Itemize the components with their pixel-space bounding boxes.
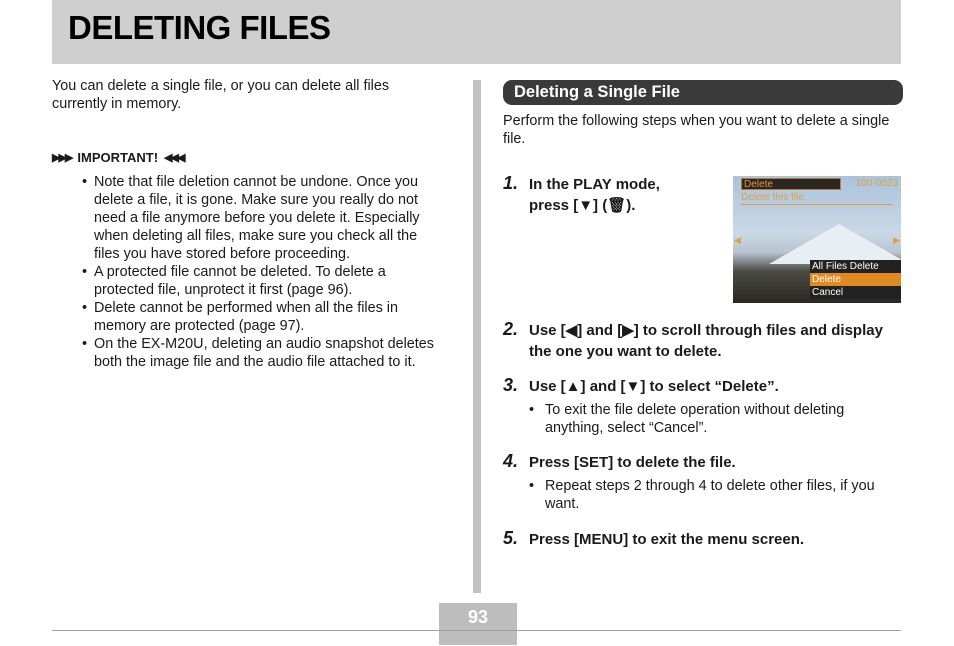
- step-text: In the PLAY mode,: [529, 176, 660, 193]
- step-text: Use [▲] and [▼] to select “Delete”.: [529, 378, 779, 395]
- menu-item-delete: Delete: [810, 273, 901, 286]
- intro-text: You can delete a single file, or you can delete all files currently in memory.: [52, 78, 390, 112]
- screen-header-label: Delete: [741, 178, 841, 190]
- step-number: 5.: [503, 528, 519, 548]
- important-list: [52, 173, 442, 371]
- menu-item-all-files-delete: All Files Delete: [810, 260, 901, 273]
- step-4: [503, 453, 736, 474]
- note-text: Repeat steps 2 through 4 to delete other files, if you want.: [545, 478, 875, 512]
- step-4-note: • Repeat steps 2 through 4 to delete other files, if you want.: [529, 478, 899, 513]
- list-item: • Delete cannot be performed when all the files in memory are protected (page 97).: [82, 299, 442, 335]
- step-text: Press [SET] to delete the file.: [529, 454, 736, 471]
- step-number: 1.: [503, 173, 519, 193]
- list-item: • On the EX-M20U, deleting an audio snapshot deletes both the image file and the audio file attached to it.: [82, 335, 442, 371]
- section-heading: Deleting a Single File: [503, 80, 903, 105]
- mountain-shape: [769, 224, 901, 264]
- menu-item-cancel: Cancel: [810, 286, 901, 299]
- step-1: [503, 175, 660, 216]
- left-arrow-icon: ◀: [734, 235, 741, 245]
- arrow-right-icon: ▶▶▶: [52, 152, 72, 164]
- note-text: To exit the file delete operation without deleting anything, select “Cancel”.: [545, 402, 845, 436]
- step-5: [503, 530, 804, 551]
- step-text: press [▼] (🗑).: [529, 196, 636, 214]
- step-2: [503, 321, 883, 362]
- step-3: [503, 377, 779, 398]
- step-3-note: • To exit the file delete operation without deleting anything, select “Cancel”.: [529, 402, 899, 437]
- list-item: • Note that file deletion cannot be undone. Once you delete a file, it is gone. Make sure you really do not need a file anymore before you delete it. Especially when deleting all files, make sure you check all the files you have stored before proceeding.: [82, 173, 442, 263]
- step-text: Use [◀] and [▶] to scroll through files and display the one you want to delete.: [529, 322, 883, 360]
- step-number: 2.: [503, 319, 519, 339]
- important-heading: [52, 149, 442, 167]
- important-label: IMPORTANT!: [77, 150, 159, 165]
- page-number: 93: [439, 603, 517, 631]
- step-number: 3.: [503, 375, 519, 395]
- right-column: [503, 80, 903, 148]
- page-title: DELETING FILES: [68, 9, 331, 46]
- screen-frame-line: [741, 204, 893, 205]
- list-item: • A protected file cannot be deleted. To delete a protected file, unprotect it first (page 96).: [82, 263, 442, 299]
- step-number: 4.: [503, 451, 519, 471]
- screen-file-number: 100-0023: [855, 178, 898, 189]
- right-arrow-icon: ▶: [893, 235, 900, 245]
- screen-message: Delete this file.: [741, 192, 807, 203]
- screen-menu: [810, 260, 901, 299]
- page-number-strip: [439, 631, 517, 645]
- step-text: Press [MENU] to exit the menu screen.: [529, 531, 805, 548]
- section-intro: Perform the following steps when you want to delete a single file.: [503, 113, 890, 147]
- title-band: [52, 0, 901, 64]
- camera-screen-illustration: [733, 176, 901, 303]
- column-divider: [473, 80, 481, 593]
- arrow-left-icon: ◀◀◀: [164, 152, 184, 164]
- left-column: [52, 77, 442, 371]
